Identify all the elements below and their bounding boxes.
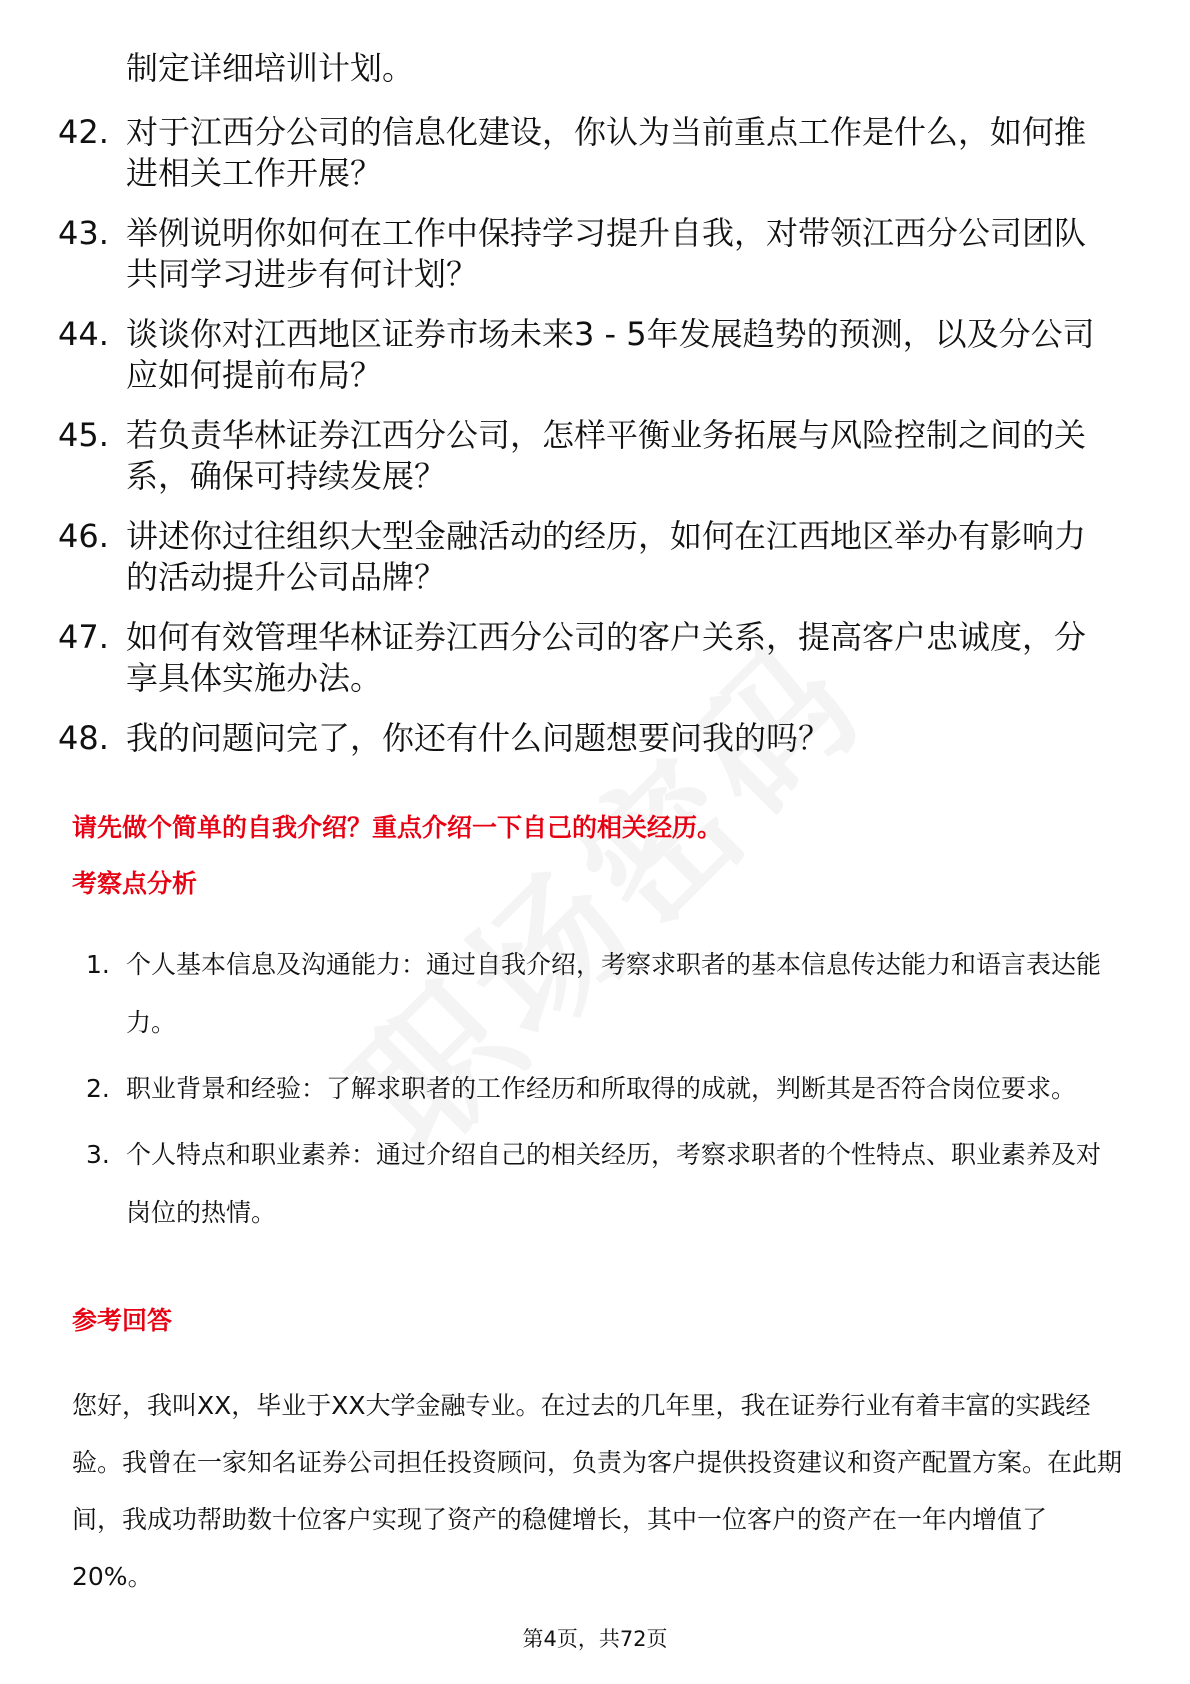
- page-footer: 第4页，共72页: [522, 1627, 668, 1651]
- analysis-text: 职业背景和经验：了解求职者的工作经历和所取得的成就，判断其是否符合岗位要求。: [126, 1074, 1077, 1103]
- featured-question: 请先做个简单的自我介绍？重点介绍一下自己的相关经历。: [72, 813, 723, 842]
- answer-paragraph: 您好，我叫XX，毕业于XX大学金融专业。在过去的几年里，我在证券行业有着丰富的实践经验。我曾在一家知名证券公司担任投资顾问，负责为客户提供投资建议和资产配置方案。在此期间，我成功帮助数十位客户实现了资产的稳健增长，其中一位客户的资产在一年内增值了20%。: [72, 1391, 1123, 1591]
- question-item: [58, 718, 1118, 759]
- analysis-item: [86, 1060, 1122, 1118]
- analysis-text: 个人基本信息及沟通能力：通过自我介绍，考察求职者的基本信息传达能力和语言表达能力。: [126, 950, 1102, 1037]
- analysis-list: [86, 936, 1122, 1250]
- question-number: 46.: [58, 517, 109, 555]
- analysis-number: 2.: [86, 1074, 110, 1103]
- analysis-item: [86, 1126, 1122, 1242]
- question-text: 谈谈你对江西地区证券市场未来3 - 5年发展趋势的预测，以及分公司应如何提前布局？: [126, 315, 1095, 394]
- analysis-number: 3.: [86, 1140, 110, 1169]
- question-item: [58, 112, 1118, 194]
- analysis-text: 个人特点和职业素养：通过介绍自己的相关经历，考察求职者的个性特点、职业素养及对岗位的热情。: [126, 1140, 1102, 1227]
- answer-heading: 参考回答: [72, 1306, 173, 1335]
- question-item: [58, 415, 1118, 497]
- question-item: [58, 516, 1118, 598]
- question-text: 举例说明你如何在工作中保持学习提升自我，对带领江西分公司团队共同学习进步有何计划？: [126, 214, 1087, 293]
- question-text: 我的问题问完了，你还有什么问题想要问我的吗？: [126, 719, 831, 757]
- question-item: [58, 213, 1118, 295]
- continued-question-text: 制定详细培训计划。: [126, 49, 415, 87]
- question-text: 如何有效管理华林证券江西分公司的客户关系，提高客户忠诚度，分享具体实施办法。: [126, 618, 1087, 697]
- question-number: 43.: [58, 214, 109, 252]
- question-list: [58, 112, 1118, 778]
- question-item: [58, 314, 1118, 396]
- question-number: 47.: [58, 618, 109, 656]
- question-text: 对于江西分公司的信息化建设，你认为当前重点工作是什么，如何推进相关工作开展？: [126, 113, 1087, 192]
- analysis-number: 1.: [86, 950, 110, 979]
- question-number: 45.: [58, 416, 109, 454]
- analysis-heading: 考察点分析: [72, 869, 198, 898]
- analysis-item: [86, 936, 1122, 1052]
- question-number: 44.: [58, 315, 109, 353]
- question-text: 若负责华林证券江西分公司，怎样平衡业务拓展与风险控制之间的关系，确保可持续发展？: [126, 416, 1087, 495]
- question-text: 讲述你过往组织大型金融活动的经历，如何在江西地区举办有影响力的活动提升公司品牌？: [126, 517, 1087, 596]
- question-item: [58, 617, 1118, 699]
- question-number: 48.: [58, 719, 109, 757]
- question-number: 42.: [58, 113, 109, 151]
